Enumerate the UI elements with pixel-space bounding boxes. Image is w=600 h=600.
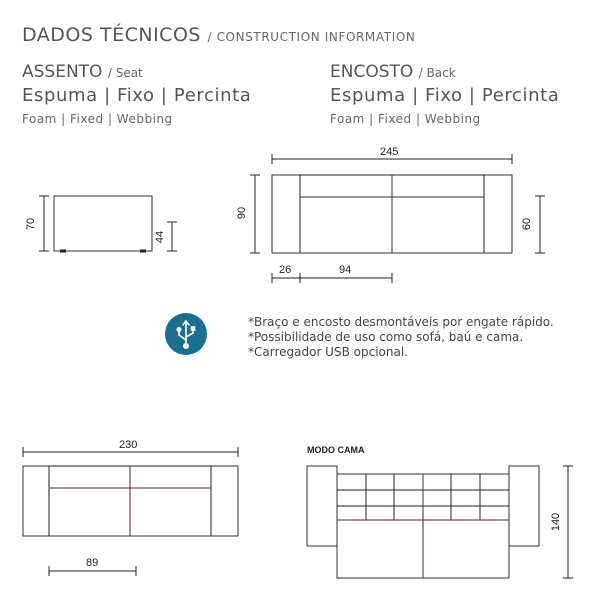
top-view-drawing — [23, 447, 238, 576]
dim-side-height: 70 — [25, 217, 38, 231]
title-main: DADOS TÉCNICOS — [22, 24, 201, 46]
dim-bed-depth: 140 — [550, 512, 563, 532]
back-title-en: / Back — [418, 66, 456, 80]
seat-title-en: / Seat — [107, 66, 143, 80]
seat-specs: Espuma | Fixo | Percinta — [22, 85, 252, 106]
seat-specs-en: Foam | Fixed | Webbing — [22, 112, 173, 126]
bed-mode-label: MODO CAMA — [307, 445, 365, 455]
usb-icon — [165, 313, 207, 355]
dim-front-height: 90 — [236, 206, 249, 220]
back-specs-en: Foam | Fixed | Webbing — [330, 112, 481, 126]
dim-cushion-width: 94 — [339, 264, 352, 276]
dim-top-cushion: 89 — [86, 557, 99, 569]
note-item: *Carregador USB opcional. — [248, 345, 408, 359]
title-sub: / CONSTRUCTION INFORMATION — [207, 30, 416, 44]
dim-back-height: 60 — [521, 217, 534, 231]
notes-block — [248, 315, 554, 360]
front-view-drawing — [250, 154, 545, 283]
back-specs: Espuma | Fixo | Percinta — [330, 85, 560, 106]
bed-mode-drawing — [307, 466, 573, 578]
note-item: *Possibilidade de uso como sofá, baú e cama. — [248, 330, 524, 344]
dim-arm-width: 26 — [279, 264, 292, 276]
dim-total-width: 245 — [380, 146, 399, 158]
dim-seat-height: 44 — [154, 230, 167, 244]
note-item: *Braço e encosto desmontáveis por engate rápido. — [248, 315, 554, 329]
back-title: ENCOSTO — [330, 62, 414, 82]
seat-title: ASSENTO — [22, 62, 103, 82]
dim-top-width: 230 — [119, 439, 138, 451]
